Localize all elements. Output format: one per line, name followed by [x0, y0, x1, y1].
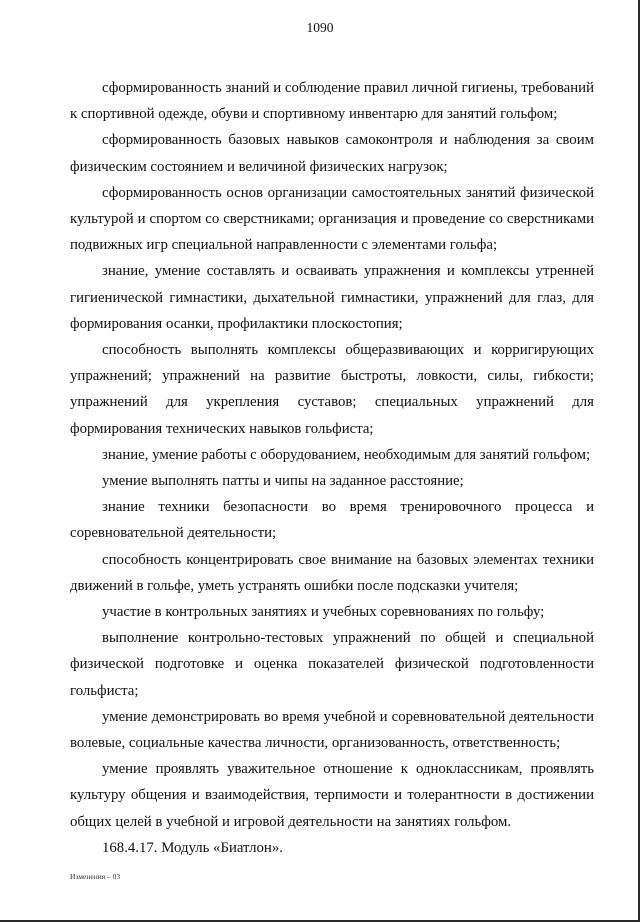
- paragraph: знание техники безопасности во время тренировочного процесса и соревновательной деятельности;: [70, 499, 594, 542]
- paragraph: участие в контрольных занятиях и учебных соревнованиях по гольфу;: [102, 604, 545, 621]
- paragraph: умение выполнять патты и чипы на заданное расстояние;: [102, 473, 464, 490]
- paragraph: знание, умение составлять и осваивать упражнения и комплексы утренней гигиенической гимнастики, дыхательной гимнастики, упражнений для глаз, для формирования осанки, профилактики плоскостопия;: [70, 263, 594, 332]
- paragraph: выполнение контрольно-тестовых упражнений по общей и специальной физической подготовке и оценка показателей физической подготовленности гольфиста;: [70, 630, 594, 699]
- document-body: [70, 75, 594, 861]
- paragraph: умение проявлять уважительное отношение к одноклассникам, проявлять культуру общения и взаимодействия, терпимости и толерантности в достижении общих целей в учебной и игровой деятельности на занятиях гольфом.: [70, 761, 594, 830]
- paragraph: знание, умение работы с оборудованием, необходимым для занятий гольфом;: [102, 446, 591, 463]
- section-heading: 168.4.17. Модуль «Биатлон».: [102, 839, 283, 856]
- paragraph: умение демонстрировать во время учебной и соревновательной деятельности волевые, социальные качества личности, организованность, ответственность;: [70, 708, 594, 752]
- paragraph: сформированность базовых навыков самоконтроля и наблюдения за своим физическим состоянием и величиной физических нагрузок;: [70, 132, 594, 175]
- paragraph: сформированность основ организации самостоятельных занятий физической культурой и спортом со сверстниками; организация и проведение со сверстниками подвижных игр специальной направленности с элементами гольфа;: [70, 184, 594, 254]
- page-number: 1090: [306, 20, 334, 35]
- paragraph: способность выполнять комплексы общеразвивающих и корригирующих упражнений; упражнений на развитие быстроты, ловкости, силы, гибкости; упражнений для укрепления суставов; специальных упражнений для формирования технических навыков гольфиста;: [70, 342, 594, 437]
- paragraph: сформированность знаний и соблюдение правил личной гигиены, требований к спортивной одежде, обуви и спортивному инвентарю для занятий гольфом;: [70, 80, 594, 123]
- paragraph: способность концентрировать свое внимание на базовых элементах техники движений в гольфе, уметь устранять ошибки после подсказки учителя;: [70, 551, 594, 594]
- footer-revision-note: Изменения – 03: [70, 872, 121, 881]
